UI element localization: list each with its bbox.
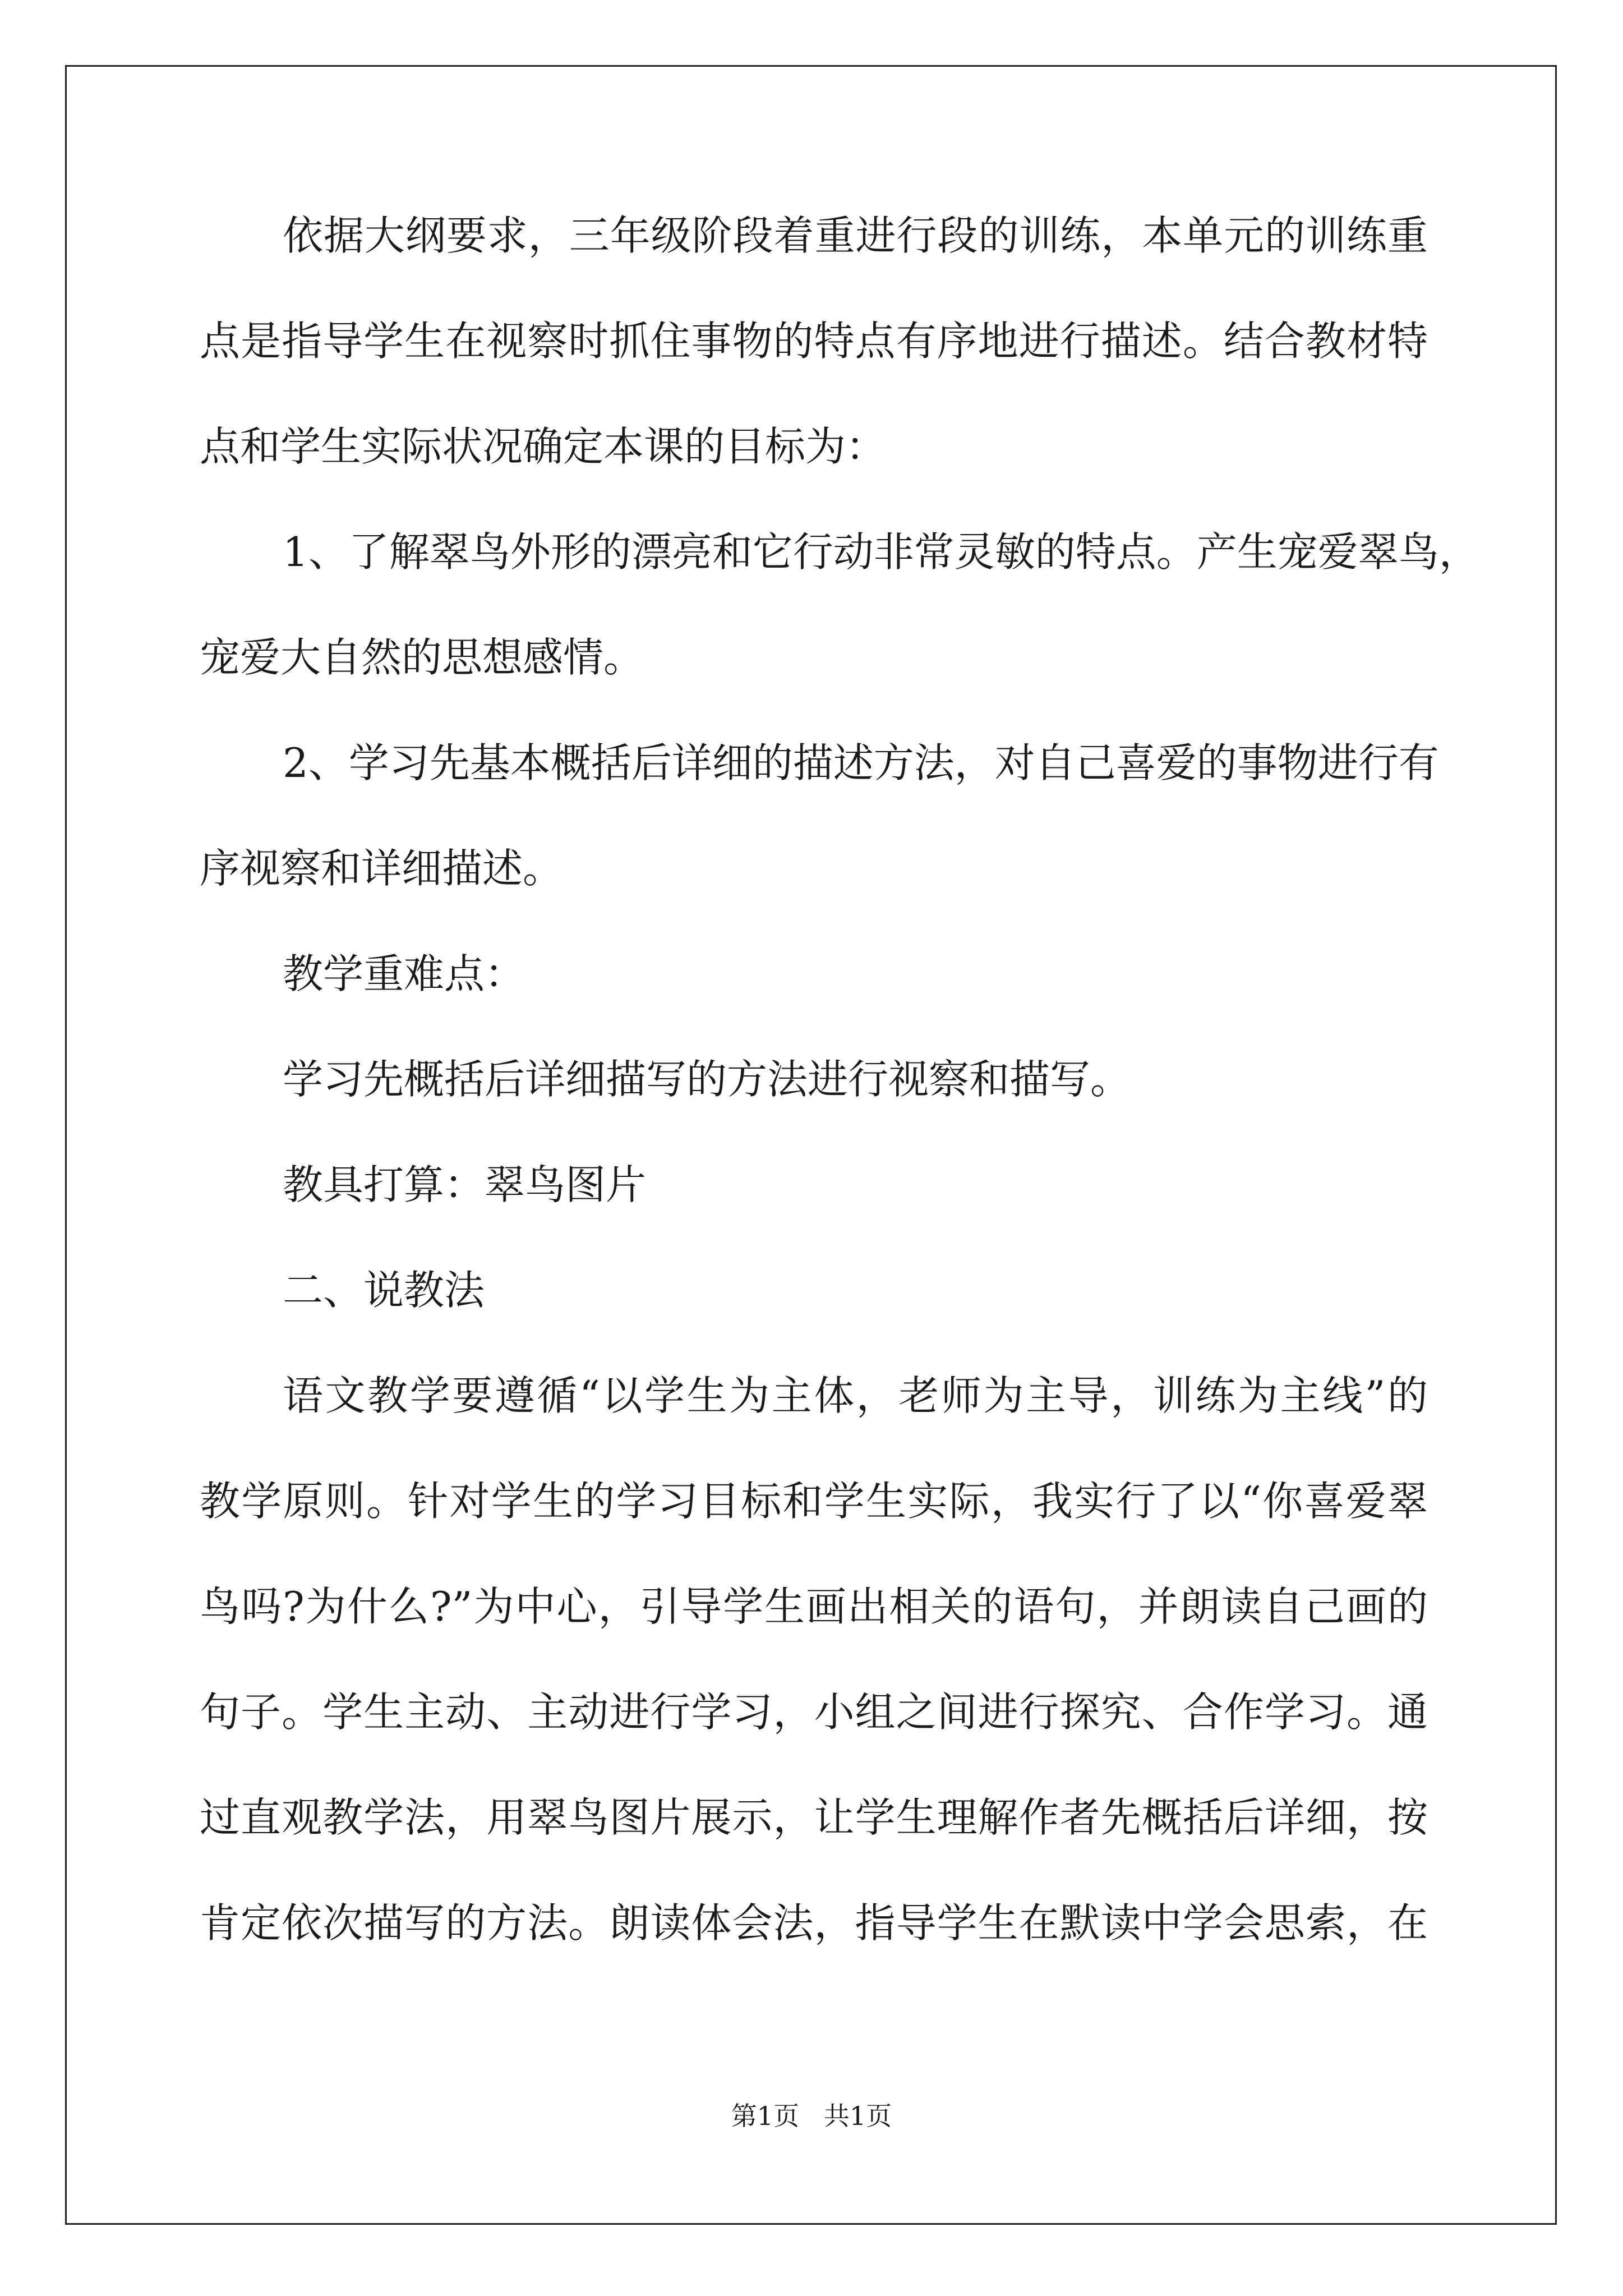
text-line: 序视察和详细描述。 <box>200 845 564 892</box>
page-footer: 第1页 共1页 <box>731 2101 892 2131</box>
text-line: 教学重难点： <box>283 950 525 997</box>
text-line: 1、了解翠鸟外形的漂亮和它行动非常灵敏的特点。产生宠爱翠鸟， <box>283 528 1479 576</box>
text-line: 句子。学生主动、主动进行学习，小组之间进行探究、合作学习。通 <box>200 1688 1428 1736</box>
text-line: 点和学生实际状况确定本课的目标为： <box>200 423 887 470</box>
text-line: 鸟吗?为什么?”为中心，引导学生画出相关的语句，并朗读自己画的 <box>200 1583 1428 1630</box>
text-line: 学习先概括后详细描写的方法进行视察和描写。 <box>283 1056 1131 1103</box>
text-line: 肯定依次描写的方法。朗读体会法，指导学生在默读中学会思索，在 <box>200 1899 1428 1947</box>
text-line: 2、学习先基本概括后详细的描述方法，对自己喜爱的事物进行有 <box>283 739 1439 786</box>
text-line: 教具打算：翠鸟图片 <box>283 1161 647 1208</box>
text-line: 宠爱大自然的思想感情。 <box>200 634 644 681</box>
text-line: 教学原则。针对学生的学习目标和学生实际，我实行了以“你喜爱翠 <box>200 1478 1428 1525</box>
text-line: 二、说教法 <box>283 1267 485 1314</box>
text-line: 过直观教学法，用翠鸟图片展示，让学生理解作者先概括后详细，按 <box>200 1794 1428 1841</box>
text-line: 语文教学要遵循“以学生为主体，老师为主导，训练为主线”的 <box>283 1372 1428 1419</box>
text-line: 点是指导学生在视察时抓住事物的特点有序地进行描述。结合教材特 <box>200 318 1428 365</box>
text-line: 依据大纲要求，三年级阶段着重进行段的训练，本单元的训练重 <box>283 212 1428 259</box>
